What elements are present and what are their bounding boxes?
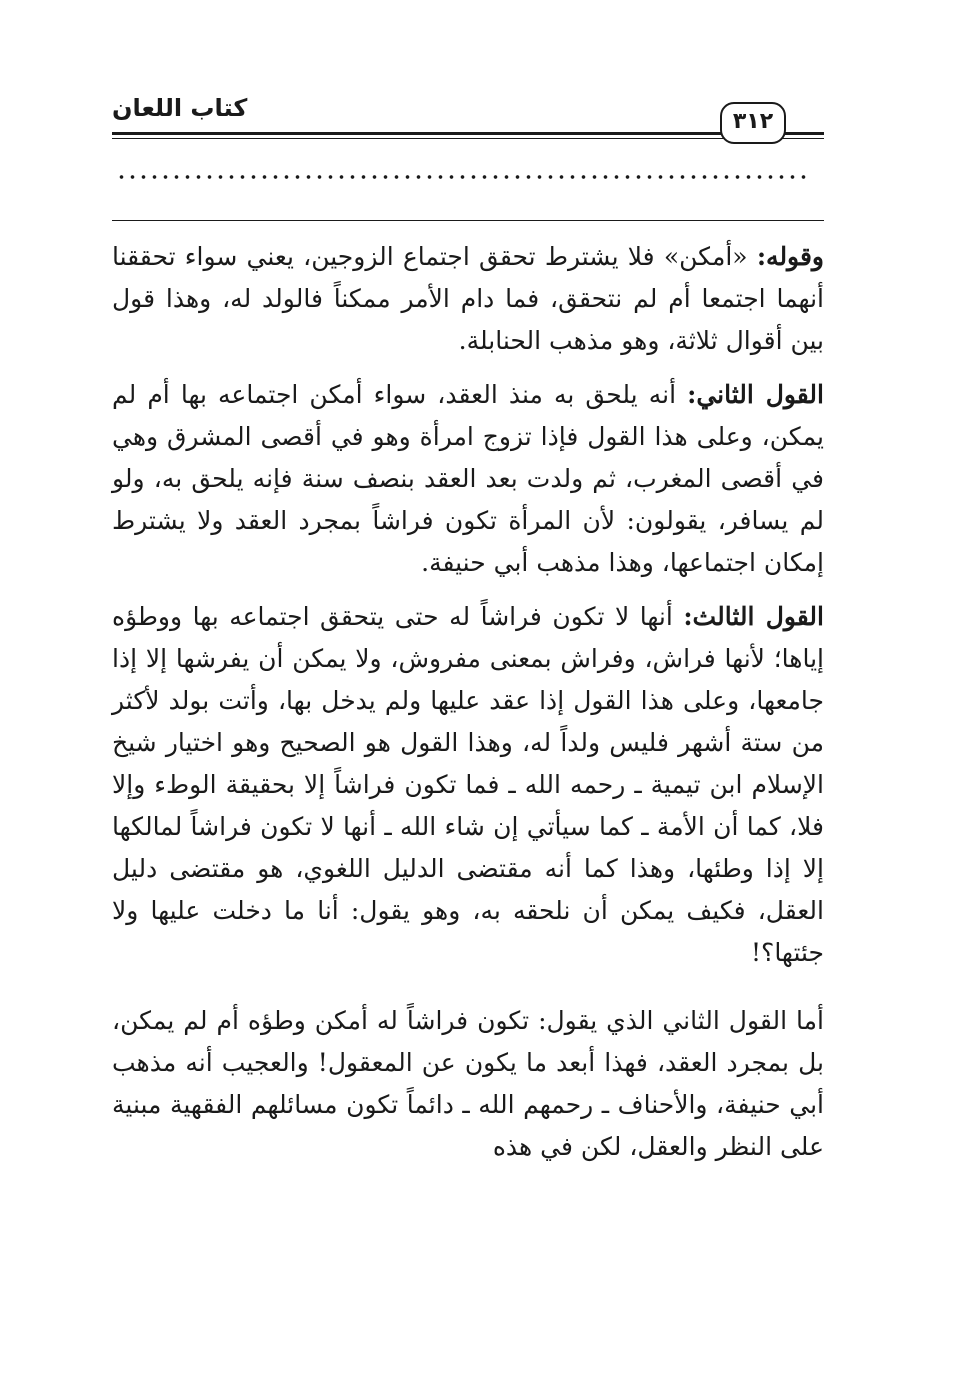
running-header [112, 92, 824, 150]
paragraph-lead: القول الثالث: [683, 602, 824, 631]
paragraph-text: أنها لا تكون فراشاً له حتى يتحقق اجتماعه بها ووطؤه إياها؛ لأنها فراش، وفراش بمعنى مفروش، ولا يمكن أن يفرشها إلا إذا جامعها، وعلى هذا القول إذا عقد عليها ولم يدخل بها، وأتت بولد لأكثر من ستة أشهر فليس ولداً له، وهذا القول هو الصحيح وهو اختيار شيخ الإسلام ابن تيمية ـ رحمه الله ـ فما تكون فراشاً إلا بحقيقة الوطء وإلا فلا، كما أن الأمة ـ كما سيأتي إن شاء الله ـ أنها لا تكون فراشاً لمالكها إلا إذا وطئها، وهذا كما أنه مقتضى الدليل اللغوي، هو مقتضى دليل العقل، فكيف يمكن أن نلحقه به، وهو يقول: أنا ما دخلت عليها ولا جئتها؟! [112, 602, 824, 967]
book-title: كتاب اللعان [112, 94, 248, 122]
dotted-line [116, 172, 812, 182]
header-rule-thin [112, 138, 824, 139]
paragraph-3 [112, 596, 824, 974]
paragraph-text: أما القول الثاني الذي يقول: تكون فراشاً له أمكن وطؤه أم لم يمكن، بل بمجرد العقد، فهذا أبعد ما يكون عن المعقول! والعجيب أنه مذهب أبي حنيفة، والأحناف ـ رحمهم الله ـ دائماً تكون مسائلهم الفقهية مبنية على النظر والعقل، لكن في هذه [112, 1006, 824, 1161]
header-rule-thick [112, 132, 824, 135]
paragraph-lead: وقوله: [756, 242, 824, 271]
page-number: ٣١٢ [720, 102, 786, 144]
paragraph-4 [112, 1000, 824, 1168]
paragraph-text: «أمكن» فلا يشترط تحقق اجتماع الزوجين، يعني سواء تحققنا أنهما اجتمعا أم لم نتحقق، فما دام الأمر ممكناً فالولد له، وهذا قول بين أقوال ثلاثة، وهو مذهب الحنابلة. [112, 242, 824, 355]
paragraph-2 [112, 374, 824, 584]
paragraph-lead: القول الثاني: [687, 380, 824, 409]
separator-rule [112, 220, 824, 221]
paragraph-text: أنه يلحق به منذ العقد، سواء أمكن اجتماعه بها أم لم يمكن، وعلى هذا القول فإذا تزوج امرأة وهو في أقصى المشرق وهي في أقصى المغرب، ثم ولدت بعد العقد بنصف سنة فإنه يلحق به، ولو لم يسافر، يقولون: لأن المرأة تكون فراشاً بمجرد العقد ولا يشترط إمكان اجتماعها، وهذا مذهب أبي حنيفة. [112, 380, 824, 577]
paragraph-1 [112, 236, 824, 362]
body-text [112, 236, 824, 1168]
